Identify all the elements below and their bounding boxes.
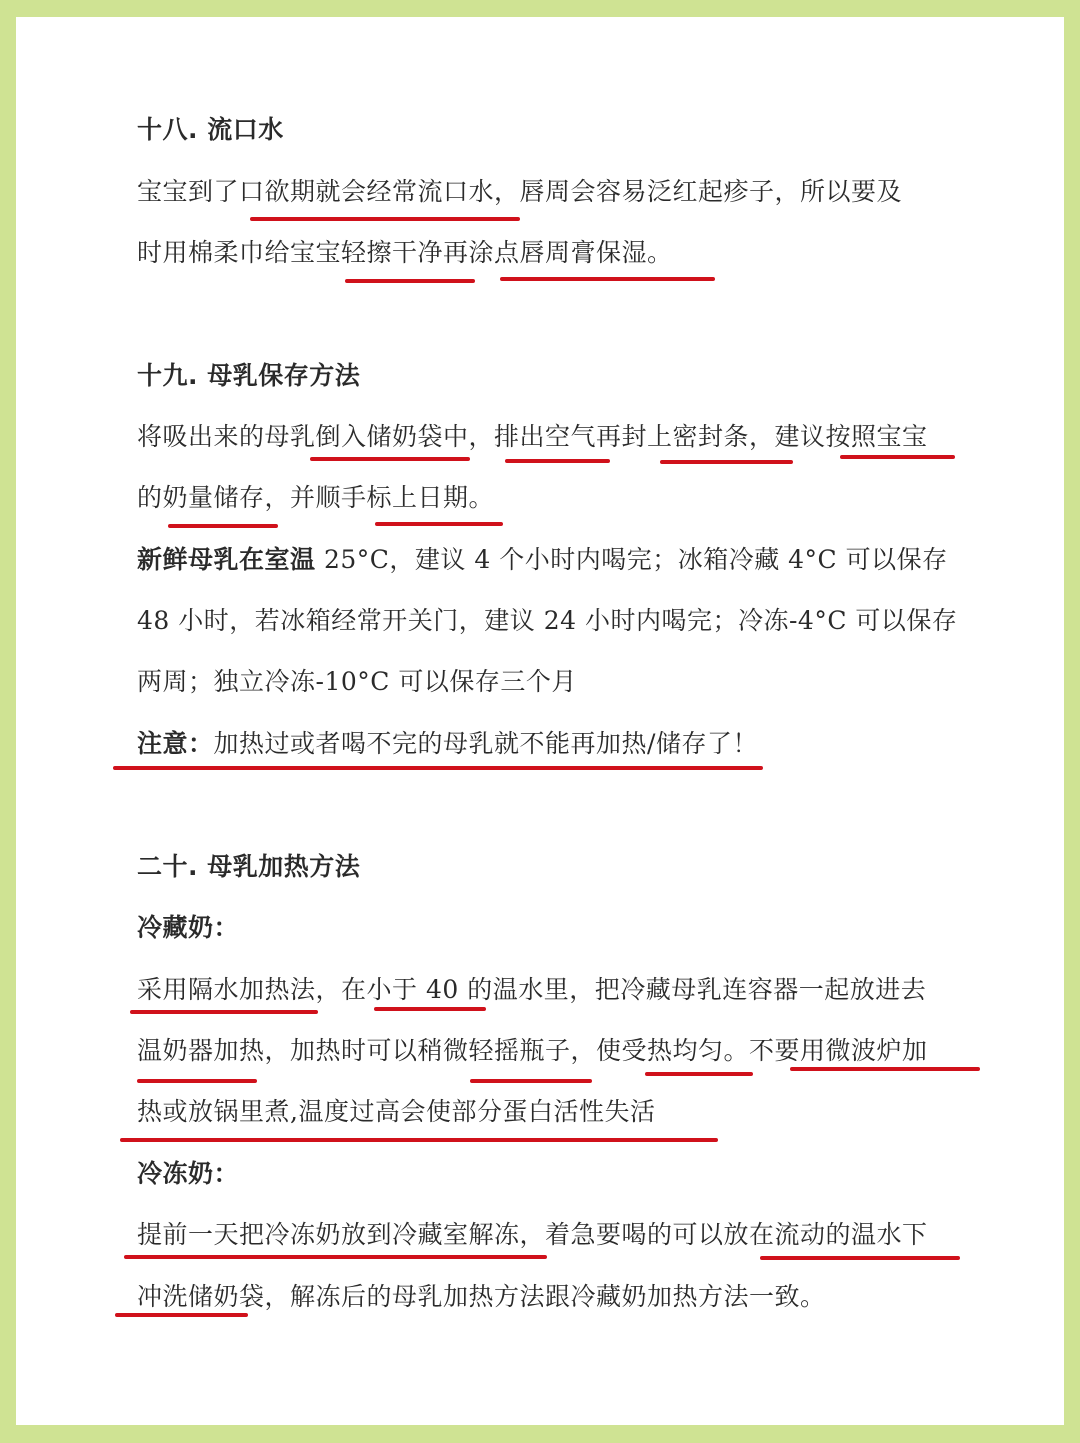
- highlight-underline: [310, 457, 470, 461]
- section-heading-19: 十九. 母乳保存方法: [137, 361, 361, 390]
- highlight-underline: [374, 1007, 486, 1011]
- section-heading-18: 十八. 流口水: [137, 115, 284, 144]
- document-page: [16, 17, 1064, 1425]
- subheading-frozen: 冷冻奶：: [137, 1159, 240, 1188]
- fresh-milk-text: 25°C，建议 4 个小时内喝完；冰箱冷藏 4°C 可以保存: [315, 545, 948, 574]
- highlight-underline: [345, 279, 475, 283]
- storage-line: [137, 544, 948, 576]
- highlight-underline: [645, 1072, 753, 1076]
- paragraph-line: 热或放锅里煮,温度过高会使部分蛋白活性失活: [137, 1097, 656, 1126]
- highlight-underline: [124, 1255, 547, 1259]
- highlight-underline: [375, 522, 503, 526]
- storage-line: 48 小时，若冰箱经常开关门，建议 24 小时内喝完；冷冻-4°C 可以保存: [137, 606, 958, 635]
- highlight-underline: [760, 1256, 960, 1260]
- note-text: 加热过或者喝不完的母乳就不能再加热/储存了！: [213, 729, 758, 758]
- paragraph-line: 时用棉柔巾给宝宝轻擦干净再涂点唇周膏保湿。: [137, 238, 673, 267]
- note-line: [137, 728, 758, 760]
- highlight-underline: [660, 460, 793, 464]
- highlight-underline: [250, 217, 520, 221]
- subheading-refrigerated: 冷藏奶：: [137, 913, 240, 942]
- storage-line: 两周；独立冷冻-10°C 可以保存三个月: [137, 667, 577, 696]
- paragraph-line: 的奶量储存，并顺手标上日期。: [137, 483, 495, 512]
- highlight-underline: [130, 1010, 318, 1014]
- highlight-underline: [113, 766, 763, 770]
- highlight-underline: [168, 524, 278, 528]
- paragraph-line: 宝宝到了口欲期就会经常流口水，唇周会容易泛红起疹子，所以要及: [137, 177, 903, 206]
- paragraph-line: 冲洗储奶袋，解冻后的母乳加热方法跟冷藏奶加热方法一致。: [137, 1282, 826, 1311]
- highlight-underline: [790, 1067, 980, 1071]
- paragraph-line: 将吸出来的母乳倒入储奶袋中，排出空气再封上密封条，建议按照宝宝: [137, 422, 928, 451]
- highlight-underline: [500, 277, 715, 281]
- highlight-underline: [115, 1313, 248, 1317]
- highlight-underline: [120, 1138, 718, 1142]
- note-label: 注意：: [137, 729, 214, 758]
- paragraph-line: 采用隔水加热法，在小于 40 的温水里，把冷藏母乳连容器一起放进去: [137, 975, 927, 1004]
- highlight-underline: [137, 1079, 257, 1083]
- highlight-underline: [470, 1079, 592, 1083]
- paragraph-line: 提前一天把冷冻奶放到冷藏室解冻，着急要喝的可以放在流动的温水下: [137, 1220, 928, 1249]
- highlight-underline: [840, 455, 955, 459]
- paragraph-line: 温奶器加热，加热时可以稍微轻摇瓶子，使受热均匀。不要用微波炉加: [137, 1036, 928, 1065]
- highlight-underline: [505, 459, 610, 463]
- fresh-milk-label: 新鲜母乳在室温: [137, 545, 316, 574]
- section-heading-20: 二十. 母乳加热方法: [137, 852, 361, 881]
